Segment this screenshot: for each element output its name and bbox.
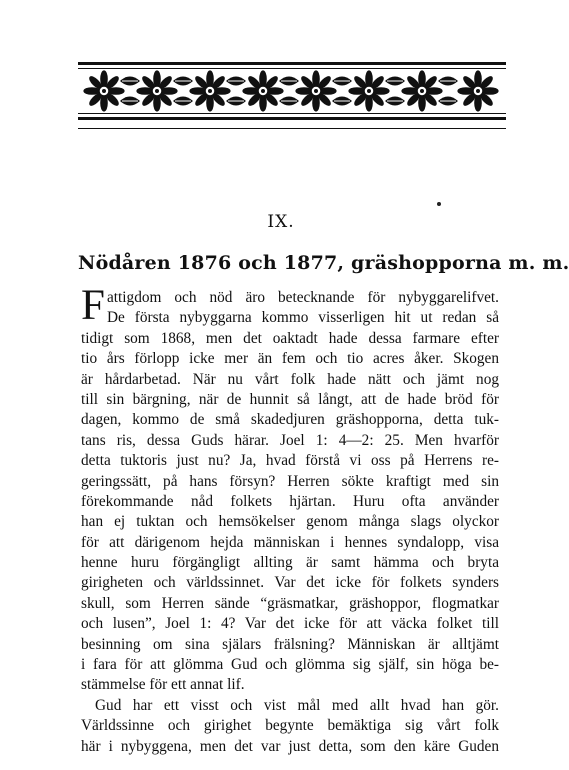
text-line: för att därigenom hejda människan i hennes syndalopp, visa [81,533,499,551]
text-line: och lusen”, Joel 1: 4? Var det icke för att väcka folket till [81,615,499,633]
text-line: dagen, kommo de små skadedjuren gräshopporna, detta tuk- [81,411,499,429]
text-line: stämmelse för ett annat lif. [81,676,245,694]
text-line: Världssinne och girighet begynte bemäktiga sig vårt folk [81,717,499,735]
ornament-underline [78,128,506,129]
chapter-number: IX. [267,212,295,232]
body-text [81,282,499,757]
text-line: geringssätt, på hans försyn? Herren sökte kraftigt med sin [81,472,499,490]
text-line: De första nybyggarna kommo visserligen hit ut redan så [107,309,499,327]
drop-cap-initial: F [81,282,105,329]
floral-ornament-band [78,62,506,120]
text-line: tans ris, dessa Guds härar. Joel 1: 4—2: 25. Men hvarför [81,431,499,449]
text-line: förekommande nåd folkets hjärtan. Huru ofta använder [81,492,499,510]
chapter-title: Nödåren 1876 och 1877, gräshopporna m. m. [78,252,569,274]
text-line: han ej tuktan och hemsökelser genom många slags olyckor [81,513,499,531]
text-line: besinning om sina själars frälsning? Människan är alltjämt [81,635,499,653]
text-line: girigheten och världssinnet. Var det icke för folkets synders [81,574,499,592]
text-line: Gud har ett visst och vist mål med allt hvad han gör. [95,696,499,714]
ink-speck [437,202,441,206]
text-line: i fara för att glömma Gud och glömma sig själf, sin höga be- [81,656,499,674]
text-line: tidigt som 1868, men det oaktadt hade dessa farmare efter [81,329,499,347]
text-line: attigdom och nöd äro betecknande för nybyggarelifvet. [107,289,499,306]
text-line: henne huru förgängligt allting är samt hämma och bryta [81,554,499,572]
text-line: skull, som Herren sände “gräsmatkar, gräshoppor, flogmatkar [81,594,499,612]
text-line: här i nybyggena, men det var just detta, som den käre Guden [81,737,499,755]
text-line: detta tuktoris just nu? Ja, hvad förstå vi oss på Herrens re- [81,452,499,470]
text-line: till sin bärgning, när de hunnit så långt, att de hade bröd för [81,390,499,408]
text-line: är hårdarbetad. När nu vårt folk hade nätt och jämt nog [81,370,499,388]
text-line: tio års förlopp icke mer än fem och tio acres åker. Skogen [81,350,499,368]
